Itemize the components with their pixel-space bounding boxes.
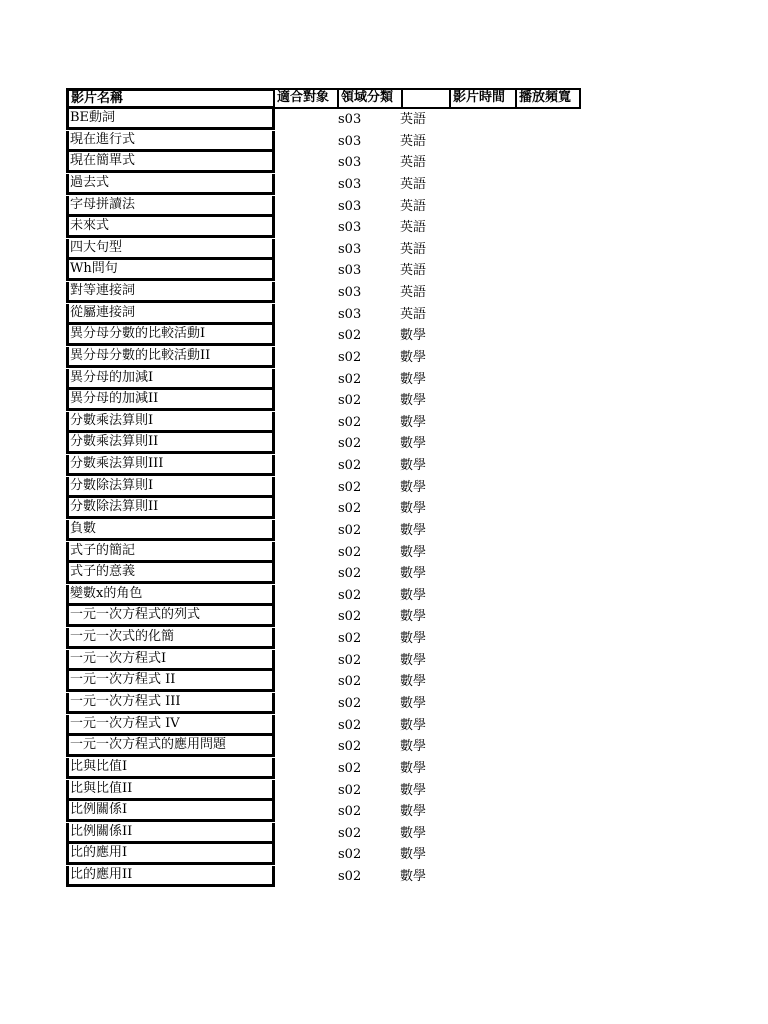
domain-cell: 英語 [400,285,427,301]
domain-cell: 數學 [400,328,427,344]
header-domain: 領域分類 [337,88,403,109]
domain-cell: 英語 [400,241,427,257]
domain-cell: 數學 [400,674,427,690]
domain-cell: 數學 [400,544,427,560]
video-name-cell: 一元一次方程式I [66,650,275,671]
audience-code-cell: s02 [338,631,362,647]
audience-code-cell: s03 [338,263,362,279]
audience-code-cell: s03 [338,133,362,149]
domain-cell: 數學 [400,717,427,733]
video-name-cell: 分數除法算則II [66,498,275,519]
video-name-cell: 一元一次方程式 IV [66,715,275,736]
video-name-cell: 分數乘法算則I [66,412,275,433]
audience-code-cell: s02 [338,436,362,452]
audience-code-cell: s02 [338,825,362,841]
audience-code-cell: s02 [338,393,362,409]
video-name-cell: 異分母分數的比較活動II [66,347,275,368]
video-name-cell: 現在進行式 [66,131,275,152]
domain-cell: 數學 [400,696,427,711]
video-name-cell: 字母拼讀法 [66,196,275,217]
header-audience: 適合對象 [273,88,339,109]
audience-code-cell: s03 [338,198,362,214]
audience-code-cell: s02 [338,328,362,344]
audience-code-cell: s02 [338,609,362,625]
domain-cell: 數學 [400,804,427,820]
video-name-cell: 比例關係II [66,823,275,844]
video-name-cell: 變數x的角色 [66,585,275,606]
video-name-cell: 過去式 [66,174,275,195]
audience-code-cell: s02 [338,847,362,863]
video-name-cell: 比例關係I [66,801,275,822]
domain-cell: 數學 [400,587,427,603]
audience-code-cell: s02 [338,739,362,755]
video-name-cell: 一元一次方程式 II [66,671,275,692]
audience-code-cell: s02 [338,479,362,495]
domain-cell: 數學 [400,349,427,365]
domain-cell: 數學 [400,458,427,474]
audience-code-cell: s02 [338,371,362,387]
domain-cell: 數學 [400,393,427,409]
video-name-cell: 一元一次方程式的列式 [66,606,275,627]
video-name-cell: 異分母的加減I [66,369,275,390]
video-name-cell: 一元一次式的化簡 [66,628,275,649]
domain-cell: 數學 [400,760,427,776]
audience-code-cell: s03 [338,155,362,171]
audience-code-cell: s03 [338,220,362,236]
domain-cell: 英語 [400,263,427,279]
audience-code-cell: s03 [338,285,362,301]
audience-code-cell: s02 [338,717,362,733]
domain-cell: 英語 [400,198,427,214]
video-name-cell: 分數乘法算則III [66,455,275,476]
video-name-cell: 從屬連接詞 [66,304,275,325]
domain-cell: 數學 [400,825,427,841]
audience-code-cell: s02 [338,674,362,690]
domain-cell: 數學 [400,501,427,517]
domain-cell: 數學 [400,566,427,582]
video-name-cell: Wh問句 [66,260,275,281]
domain-cell: 英語 [400,112,427,127]
audience-code-cell: s03 [338,241,362,257]
domain-cell: 數學 [400,371,427,387]
domain-cell: 數學 [400,522,427,538]
domain-cell: 英語 [400,306,427,322]
video-name-cell: 一元一次方程式 III [66,693,275,714]
video-name-cell: 異分母的加減II [66,390,275,411]
audience-code-cell: s02 [338,652,362,668]
audience-code-cell: s02 [338,414,362,430]
video-name-cell: 異分母分數的比較活動I [66,325,275,346]
audience-code-cell: s02 [338,566,362,582]
domain-cell: 數學 [400,479,427,495]
domain-cell: 數學 [400,436,427,452]
header-blank [401,88,451,109]
audience-code-cell: s03 [338,306,362,322]
header-duration: 影片時間 [449,88,517,109]
audience-code-cell: s02 [338,522,362,538]
header-name: 影片名稱 [66,88,274,109]
header-bandwidth: 播放頻寬 [515,88,581,109]
audience-code-cell: s02 [338,696,362,711]
domain-cell: 數學 [400,782,427,798]
domain-cell: 英語 [400,220,427,236]
domain-cell: 數學 [400,739,427,755]
audience-code-cell: s02 [338,782,362,798]
audience-code-cell: s02 [338,804,362,820]
video-name-cell: 負數 [66,520,275,541]
domain-cell: 數學 [400,869,427,885]
video-name-cell: 比與比值I [66,758,275,779]
video-name-cell: 四大句型 [66,239,275,260]
domain-cell: 英語 [400,176,427,192]
audience-code-cell: s02 [338,869,362,885]
video-name-cell: 分數乘法算則II [66,433,275,454]
domain-cell: 數學 [400,652,427,668]
domain-cell: 數學 [400,609,427,625]
domain-cell: 英語 [400,133,427,149]
video-name-cell: 一元一次方程式的應用問題 [66,736,275,757]
video-name-cell: BE動詞 [66,109,275,130]
video-name-cell: 分數除法算則I [66,477,275,498]
audience-code-cell: s02 [338,458,362,474]
domain-cell: 數學 [400,631,427,647]
video-name-cell: 現在簡單式 [66,152,275,173]
audience-code-cell: s02 [338,760,362,776]
video-name-cell: 比的應用II [66,866,275,887]
audience-code-cell: s03 [338,112,362,127]
domain-cell: 數學 [400,414,427,430]
audience-code-cell: s02 [338,501,362,517]
video-name-cell: 式子的意義 [66,563,275,584]
video-name-cell: 比與比值II [66,780,275,801]
domain-cell: 英語 [400,155,427,171]
video-name-cell: 式子的簡記 [66,542,275,563]
audience-code-cell: s02 [338,349,362,365]
audience-code-cell: s02 [338,544,362,560]
audience-code-cell: s03 [338,176,362,192]
audience-code-cell: s02 [338,587,362,603]
domain-cell: 數學 [400,847,427,863]
video-name-cell: 對等連接詞 [66,282,275,303]
video-name-cell: 比的應用I [66,844,275,865]
video-name-cell: 未來式 [66,217,275,238]
